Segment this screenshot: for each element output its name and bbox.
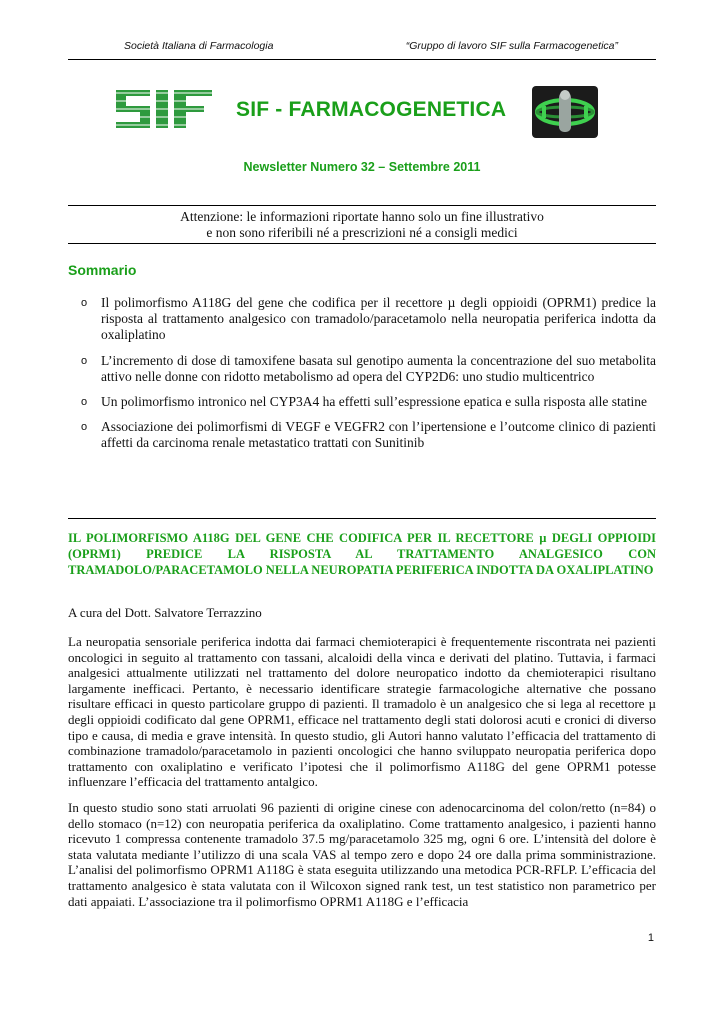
article-title: IL POLIMORFISMO A118G DEL GENE CHE CODIFICA PER IL RECETTORE µ DEGLI OPPIOIDI (OPRM1) PREDICE LA RISPOSTA AL TRATTAMENTO ANALGESICO CON TRAMADOLO/PARACETAMOLO NELLA NEUROPATIA PERIFERICA INDOTTA DA OXALIPLATINO — [68, 531, 656, 577]
page-title: SIF - FARMACOGENETICA — [236, 98, 507, 121]
summary-item — [68, 394, 656, 410]
header-rule — [68, 59, 656, 60]
bullet-icon: o — [81, 297, 88, 309]
article-paragraph: La neuropatia sensoriale periferica indotta dai farmaci chemioterapici è frequentemente riscontrata nei pazienti oncologici in seguito al trattamento con tassani, alcaloidi della vinca e derivati del platino. Tuttavia, i farmaci analgesici attualmente utilizzati nel trattamento del dolore neuropatico indotto da chemioterapici risultano largamente inefficaci. Pertanto, è necessario identificare strategie farmacologiche alternative che possano risultare efficaci in questo particolare gruppo di pazienti. Il tramadolo è un analgesico che si lega al recettore µ degli oppioidi codificato dal gene OPRM1, efficace nel trattamento degli stati dolorosi acuti e cronici di diverso tipo e causa, di media e grave intensità. In questo studio, gli Autori hanno valutato l’efficacia del trattamento di combinazione tramadolo/paracetamolo in pazienti oncologici che hanno sviluppato neuropatia periferica dopo trattamento con oxaliplatino e verificato l’ipotesi che il polimorfismo A118G del gene OPRM1 potesse influenzare l’efficacia del trattamento antalgico. — [68, 634, 656, 790]
newsletter-issue: Newsletter Numero 32 – Settembre 2011 — [243, 160, 481, 174]
summary-item-text: L’incremento di dose di tamoxifene basata sul genotipo aumenta la concentrazione del suo metabolita attivo nelle donne con ridotto metabolismo ad opera del CYP2D6: uno studio multicentrico — [101, 352, 656, 384]
header-left: Società Italiana di Farmacologia — [124, 40, 274, 52]
summary-item-text: Associazione dei polimorfismi di VEGF e VEGFR2 con l’ipertensione e l’outcome clinico di pazienti affetti da carcinoma renale metastatico trattati con Sunitinib — [101, 419, 656, 451]
summary-list — [68, 295, 656, 461]
disclaimer-line-2: e non sono riferibili né a prescrizioni né a consigli medici — [206, 225, 518, 240]
summary-item-text: Un polimorfismo intronico nel CYP3A4 ha effetti sull’espressione epatica e sulla risposta alle statine — [101, 394, 648, 410]
section-divider — [68, 518, 656, 519]
sif-logo — [116, 90, 214, 134]
summary-item — [68, 295, 656, 344]
disclaimer-notice — [68, 205, 656, 244]
summary-item — [68, 419, 656, 451]
summary-item — [68, 353, 656, 385]
page-number: 1 — [647, 932, 654, 944]
header-right: “Gruppo di lavoro SIF sulla Farmacogenetica” — [405, 40, 618, 52]
summary-heading: Sommario — [68, 262, 137, 278]
bullet-icon: o — [81, 421, 88, 434]
disclaimer-line-1: Attenzione: le informazioni riportate hanno solo un fine illustrativo — [180, 209, 544, 224]
bullet-icon: o — [81, 354, 88, 367]
article-author: A cura del Dott. Salvatore Terrazzino — [68, 605, 262, 620]
article-paragraph: In questo studio sono stati arruolati 96 pazienti di origine cinese con adenocarcinoma del colon/retto (n=84) o dello stomaco (n=12) con neuropatia periferica da oxaliplatino. Come trattamento analgesico, i pazienti hanno ricevuto 1 compressa contenente tramadolo 37.5 mg/paracetamolo 325 mg, ogni 6 ore. L’intensità del dolore è stata valutata mediante l’utilizzo di una scala VAS al tempo zero e dopo 24 ore dalla prima somministrazione. L’analisi del polimorfismo OPRM1 A118G è stata eseguita utilizzando una metodica PCR-RFLP. L’efficacia del trattamento analgesico è stata valutata con il Wilcoxon signed rank test, un test statistico non parametrico per dati appaiati. L’associazione tra il polimorfismo OPRM1 A118G e l’efficacia — [68, 800, 656, 909]
bullet-icon: o — [81, 396, 88, 409]
running-header — [68, 40, 656, 58]
dna-logo-icon — [532, 86, 598, 138]
summary-item-text: Il polimorfismo A118G del gene che codifica per il recettore µ degli oppioidi (OPRM1) predice la risposta al trattamento analgesico con tramadolo/paracetamolo nella neuropatia periferica indotta da oxaliplatino — [101, 295, 656, 343]
